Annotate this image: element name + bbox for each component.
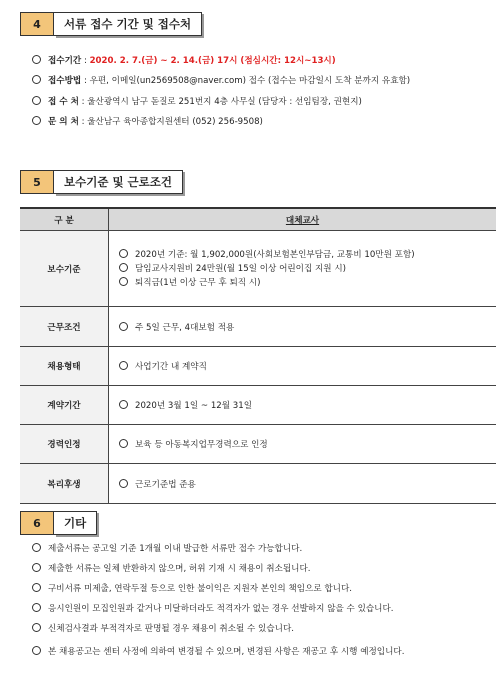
row-key: 경력인정 [20,425,109,464]
row-value: 2020년 기준: 월 1,902,000원(사회보험본인부담금, 교통비 10만원 포함) 담임교사지원비 24만원(월 15일 이상 어린이집 지원 시) 퇴직금(1년 이상 근무 후 퇴직 시) [109,231,497,307]
period-value: 2020. 2. 7.(금) ~ 2. 14.(금) 17시 (점심시간: 12시~13시) [89,56,336,66]
circle-bullet-icon [119,322,128,331]
row-value: 사업기간 내 계약직 [109,347,497,386]
circle-bullet-icon [119,361,128,370]
circle-bullet-icon [32,55,41,64]
section-title: 서류 접수 기간 및 접수처 [54,12,202,36]
note-item: 제출한 서류는 일체 반환하지 않으며, 허위 기재 시 채용이 취소됩니다. [32,562,311,576]
section-6-header [20,511,97,535]
section-number: 5 [20,170,54,194]
circle-bullet-icon [119,439,128,448]
circle-bullet-icon [119,400,128,409]
circle-bullet-icon [119,479,128,488]
note-item: 신체검사결과 부적격자로 판명될 경우 채용이 취소될 수 있습니다. [32,622,294,636]
row-key: 보수기준 [20,231,109,307]
table-row [20,307,496,347]
note-item: 제출서류는 공고일 기준 1개월 이내 발급한 서류만 접수 가능합니다. [32,542,302,556]
info-line-contact: 문 의 처 : 울산남구 육아종합지원센터 (052) 256-9508) [32,115,263,129]
circle-bullet-icon [32,583,41,592]
row-value: 주 5일 근무, 4대보험 적용 [109,307,497,347]
header-substitute-teacher: 대체교사 [109,208,497,231]
row-value: 근로기준법 준용 [109,464,497,504]
header-category: 구 분 [20,208,109,231]
circle-bullet-icon [32,623,41,632]
section-5-header [20,170,183,194]
circle-bullet-icon [32,563,41,572]
table-row [20,347,496,386]
row-key: 근무조건 [20,307,109,347]
note-item: 본 채용공고는 센터 사정에 의하여 변경될 수 있으며, 변경된 사항은 재공고 후 시행 예정입니다. [32,642,487,662]
section-title: 보수기준 및 근로조건 [54,170,183,194]
table-header-row [20,208,496,231]
table-row [20,386,496,425]
info-line-period: 접수기간 : 2020. 2. 7.(금) ~ 2. 14.(금) 17시 (점심시간: 12시~13시) [32,54,336,68]
section-title: 기타 [54,511,97,535]
row-key: 채용형태 [20,347,109,386]
note-item: 응시인원이 모집인원과 같거나 미달하더라도 적격자가 없는 경우 선발하지 않을 수 있습니다. [32,602,394,616]
circle-bullet-icon [32,603,41,612]
circle-bullet-icon [119,249,128,258]
info-line-method: 접수방법 : 우편, 이메일(un2569508@naver.com) 접수 (접수는 마감일시 도착 분까지 유효함) [32,74,410,88]
info-line-place: 접 수 처 : 울산광역시 남구 돋질로 251번지 4층 사무실 (담당자 : 선임팀장, 권현지) [32,95,362,109]
note-item: 구비서류 미제출, 연락두절 등으로 인한 불이익은 지원자 본인의 책임으로 합니다. [32,582,352,596]
conditions-table [20,207,496,504]
circle-bullet-icon [32,116,41,125]
row-key: 계약기간 [20,386,109,425]
row-value: 보육 등 아동복지업무경력으로 인정 [109,425,497,464]
section-number: 6 [20,511,54,535]
circle-bullet-icon [32,96,41,105]
section-number: 4 [20,12,54,36]
row-key: 복리후생 [20,464,109,504]
circle-bullet-icon [32,543,41,552]
circle-bullet-icon [119,263,128,272]
circle-bullet-icon [32,646,41,655]
table-row [20,425,496,464]
row-value: 2020년 3월 1일 ~ 12월 31일 [109,386,497,425]
section-4-header [20,12,202,36]
table-row [20,464,496,504]
table-row [20,231,496,307]
circle-bullet-icon [32,75,41,84]
circle-bullet-icon [119,277,128,286]
